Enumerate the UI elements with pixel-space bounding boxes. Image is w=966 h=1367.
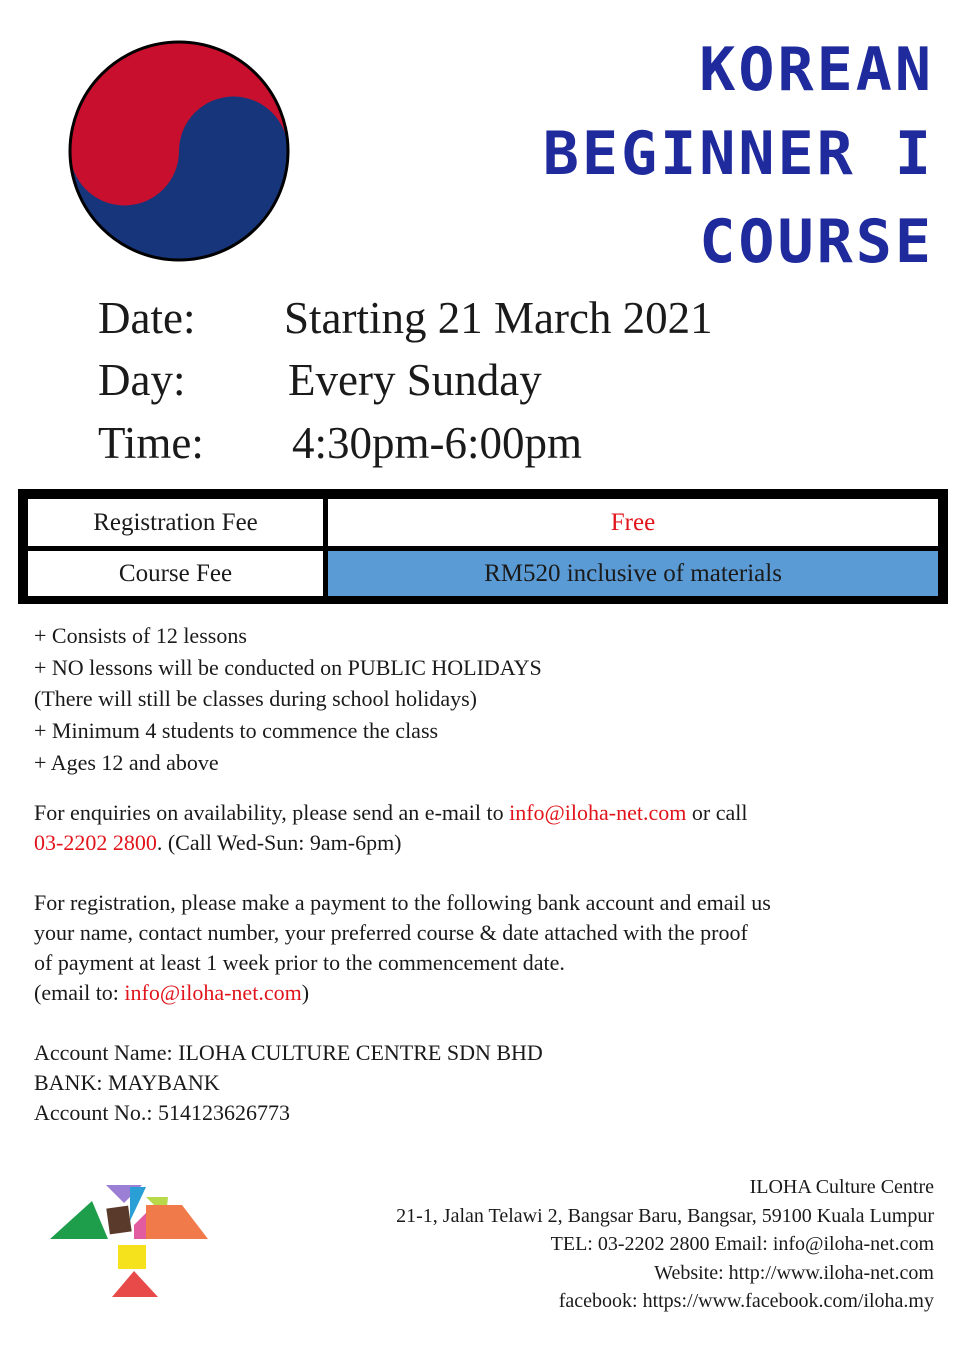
date-label: Date: bbox=[98, 293, 196, 343]
note-item: + Minimum 4 students to commence the class bbox=[34, 718, 439, 744]
footer-contact bbox=[396, 1173, 934, 1316]
email-prefix: (email to: bbox=[34, 980, 125, 1005]
time-value: 4:30pm-6:00pm bbox=[292, 418, 582, 468]
fee-table bbox=[18, 489, 948, 604]
enquiry-email-link[interactable]: info@iloha-net.com bbox=[509, 800, 687, 825]
registration-line: your name, contact number, your preferred course & date attached with the proof bbox=[34, 920, 748, 945]
time-label: Time: bbox=[98, 418, 204, 468]
enquiry-phone-link[interactable]: 03-2202 2800 bbox=[34, 830, 157, 855]
enquiry-text: . (Call Wed-Sun: 9am-6pm) bbox=[156, 830, 402, 855]
course-fee-value: RM520 inclusive of materials bbox=[328, 551, 938, 596]
note-item: (There will still be classes during school holidays) bbox=[34, 686, 477, 712]
enquiry-paragraph bbox=[34, 798, 944, 858]
title-line-3: COURSE bbox=[699, 207, 934, 277]
title-line-1: KOREAN bbox=[699, 35, 934, 105]
note-item: + NO lessons will be conducted on PUBLIC HOLIDAYS bbox=[34, 654, 542, 680]
registration-paragraph bbox=[34, 888, 944, 1008]
enquiry-text: or call bbox=[686, 800, 748, 825]
day-value: Every Sunday bbox=[288, 355, 542, 405]
tangram-bird-icon bbox=[42, 1165, 217, 1305]
day-label: Day: bbox=[98, 355, 186, 405]
course-title bbox=[542, 35, 934, 277]
taegeuk-symbol-icon bbox=[68, 40, 290, 262]
footer-centre-name: ILOHA Culture Centre bbox=[749, 1176, 934, 1198]
course-notes bbox=[34, 620, 542, 779]
time-row bbox=[98, 418, 798, 471]
account-name: Account Name: ILOHA CULTURE CENTRE SDN BHD bbox=[34, 1040, 543, 1065]
day-row bbox=[98, 355, 798, 408]
email-suffix: ) bbox=[301, 980, 310, 1005]
course-fee-label: Course Fee bbox=[28, 551, 323, 596]
footer-contact-line: TEL: 03-2202 2800 Email: info@iloha-net.com bbox=[550, 1233, 934, 1255]
bank-details bbox=[34, 1038, 944, 1128]
footer-website-link[interactable]: Website: http://www.iloha-net.com bbox=[654, 1261, 934, 1284]
registration-line: of payment at least 1 week prior to the commencement date. bbox=[34, 950, 565, 975]
footer-address: 21-1, Jalan Telawi 2, Bangsar Baru, Bangsar, 59100 Kuala Lumpur bbox=[396, 1204, 934, 1227]
account-number: Account No.: 514123626773 bbox=[34, 1100, 291, 1125]
title-line-2: BEGINNER I bbox=[542, 119, 934, 189]
note-item: + Consists of 12 lessons bbox=[34, 623, 247, 648]
bank-name: BANK: MAYBANK bbox=[34, 1070, 220, 1095]
registration-email-line bbox=[34, 978, 944, 1008]
registration-fee-label: Registration Fee bbox=[28, 499, 323, 546]
note-item: + Ages 12 and above bbox=[34, 749, 219, 775]
registration-fee-value: Free bbox=[328, 499, 938, 546]
date-row bbox=[98, 293, 798, 346]
registration-line: For registration, please make a payment to the following bank account and email us bbox=[34, 890, 771, 915]
footer-facebook-link[interactable]: facebook: https://www.facebook.com/iloha.my bbox=[558, 1290, 934, 1312]
date-value: Starting 21 March 2021 bbox=[284, 293, 713, 343]
registration-email-link[interactable]: info@iloha-net.com bbox=[124, 980, 302, 1005]
enquiry-text: For enquiries on availability, please send an e-mail to bbox=[34, 800, 510, 825]
